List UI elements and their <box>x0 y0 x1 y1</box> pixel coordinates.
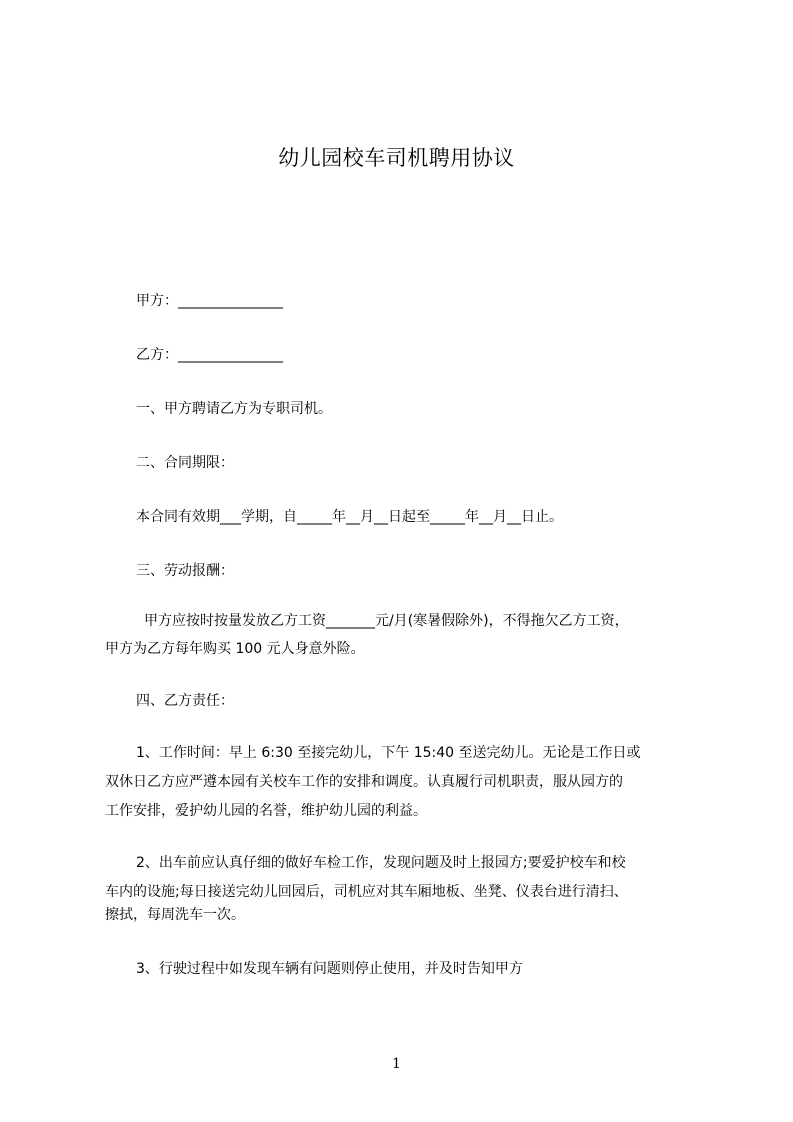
document-title: 幼儿园校车司机聘用协议 <box>278 146 515 170</box>
section-3-heading: 三、劳动报酬： <box>136 563 234 579</box>
section-4-heading: 四、乙方责任： <box>136 693 234 709</box>
item-1-line-2: 双休日乙方应严遵本园有关校车工作的安排和调度。认真履行司机职责，服从园方的 <box>105 774 623 790</box>
party-a-line: 甲方：_______________ <box>136 293 283 309</box>
item-2-line-1: 2、出车前应认真仔细的做好车检工作，发现问题及时上报园方;要爱护校车和校 <box>136 855 626 871</box>
item-2-line-3: 擦拭，每周洗车一次。 <box>105 907 245 923</box>
section-2-heading: 二、合同期限： <box>136 455 234 471</box>
page-number: 1 <box>392 1056 401 1072</box>
item-1-line-1: 1、工作时间：早上 6:30 至接完幼儿，下午 15:40 至送完幼儿。无论是工作日或 <box>136 745 641 761</box>
section-3-line-2: 甲方为乙方每年购买 100 元人身意外险。 <box>105 641 365 657</box>
section-3-line-1: 甲方应按时按量发放乙方工资_______元/月(寒暑假除外)，不得拖欠乙方工资， <box>144 613 629 629</box>
section-1: 一、甲方聘请乙方为专职司机。 <box>136 401 332 417</box>
party-b-line: 乙方：_______________ <box>136 347 283 363</box>
item-3-line-1: 3、行驶过程中如发现车辆有问题则停止使用，并及时告知甲方 <box>136 961 523 977</box>
item-2-line-2: 车内的设施;每日接送完幼儿回园后，司机应对其车厢地板、坐凳、仪表台进行清扫、 <box>105 884 628 900</box>
section-2-body: 本合同有效期___学期，自_____年__月__日起至_____年__月__日止。 <box>136 509 563 525</box>
item-1-line-3: 工作安排，爱护幼儿园的名誉，维护幼儿园的利益。 <box>105 803 427 819</box>
